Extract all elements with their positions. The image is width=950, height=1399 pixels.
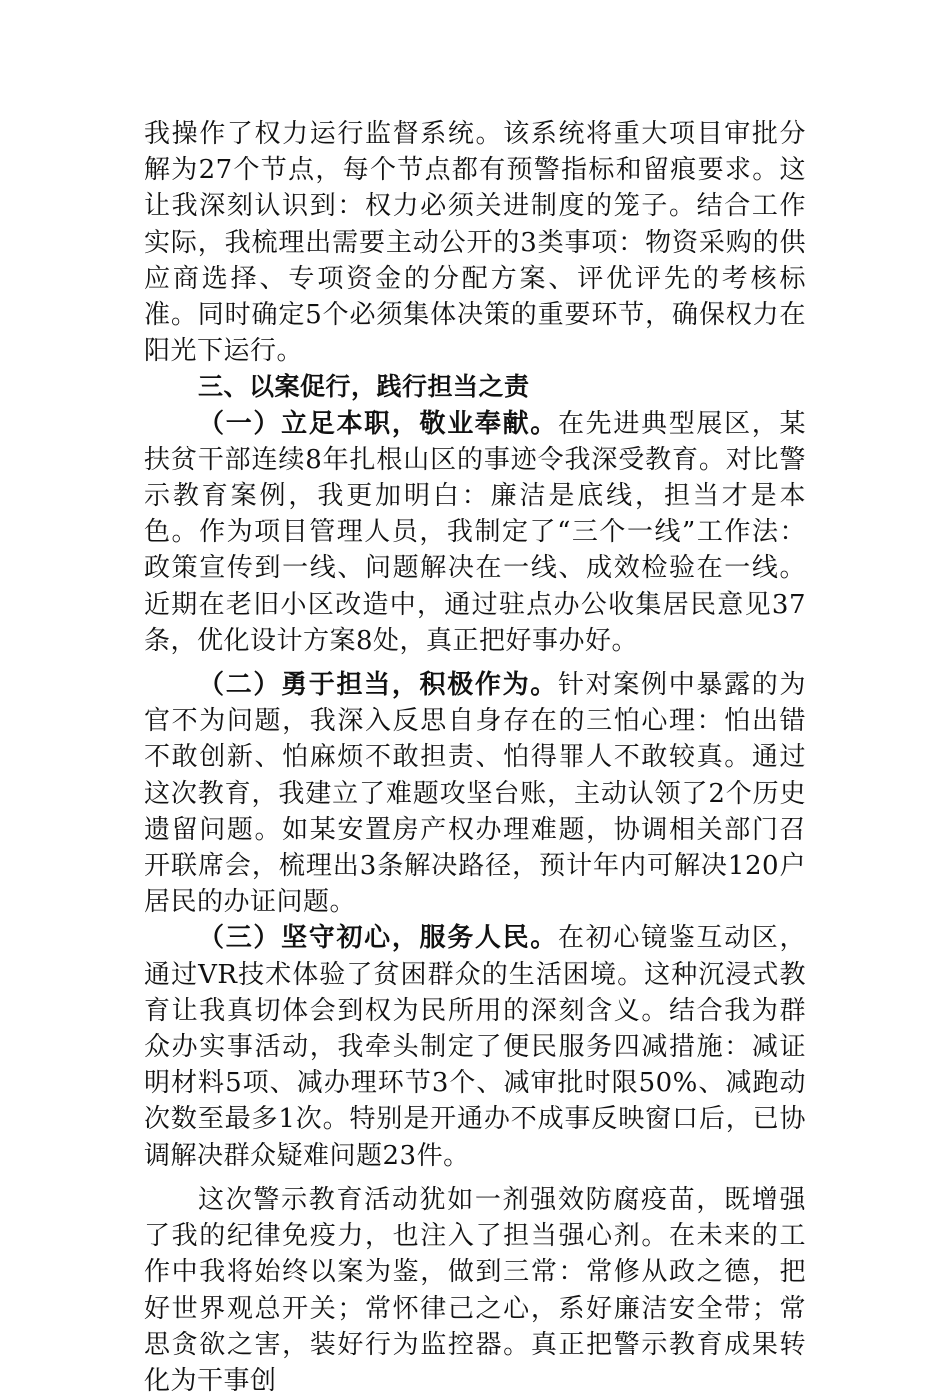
subsection-3 xyxy=(144,920,806,1173)
subsection-1 xyxy=(144,406,806,659)
section-heading: 三、以案促行，践行担当之责 xyxy=(198,372,530,402)
subsection-3-lead: （三）坚守初心，服务人民。 xyxy=(198,923,558,954)
subsection-3-body: 在初心镜鉴互动区，通过VR技术体验了贫困群众的生活困境。这种沉浸式教育让我真切体会到权为民所用的深刻含义。结合我为群众办实事活动，我牵头制定了便民服务四减措施：减证明材料5项、减办理环节3个、减审批时限50%、减跑动次数至最多1次。特别是开通办不成事反映窗口后，已协调解决群众疑难问题23件。 xyxy=(144,923,806,1171)
subsection-2-lead: （二）勇于担当，积极作为。 xyxy=(198,670,558,701)
subsection-2-body: 针对案例中暴露的为官不为问题，我深入反思自身存在的三怕心理：怕出错不敢创新、怕麻烦不敢担责、怕得罪人不敢较真。通过这次教育，我建立了难题攻坚台账，主动认领了2个历史遗留问题。如某安置房产权办理难题，协调相关部门召开联席会，梳理出3条解决路径，预计年内可解决120户居民的办证问题。 xyxy=(144,670,806,918)
subsection-2 xyxy=(144,667,806,920)
subsection-1-body: 在先进典型展区，某扶贫干部连续8年扎根山区的事迹令我深受教育。对比警示教育案例，我更加明白：廉洁是底线，担当才是本色。作为项目管理人员，我制定了“三个一线”工作法：政策宣传到一线、问题解决在一线、成效检验在一线。近期在老旧小区改造中，通过驻点办公收集居民意见37条，优化设计方案8处，真正把好事办好。 xyxy=(144,408,806,656)
closing-paragraph: 这次警示教育活动犹如一剂强效防腐疫苗，既增强了我的纪律免疫力，也注入了担当强心剂。在未来的工作中我将始终以案为鉴，做到三常：常修从政之德，把好世界观总开关；常怀律己之心，系好廉洁安全带；常思贪欲之害，装好行为监控器。真正把警示教育成果转化为干事创 xyxy=(144,1184,806,1396)
subsection-1-lead: （一）立足本职，敬业奉献。 xyxy=(198,408,558,439)
document-body xyxy=(144,116,806,1399)
intro-paragraph: 我操作了权力运行监督系统。该系统将重大项目审批分解为27个节点，每个节点都有预警指标和留痕要求。这让我深刻认识到：权力必须关进制度的笼子。结合工作实际，我梳理出需要主动公开的3类事项：物资采购的供应商选择、专项资金的分配方案、评优评先的考核标准。同时确定5个必须集体决策的重要环节，确保权力在阳光下运行。 xyxy=(144,119,806,367)
